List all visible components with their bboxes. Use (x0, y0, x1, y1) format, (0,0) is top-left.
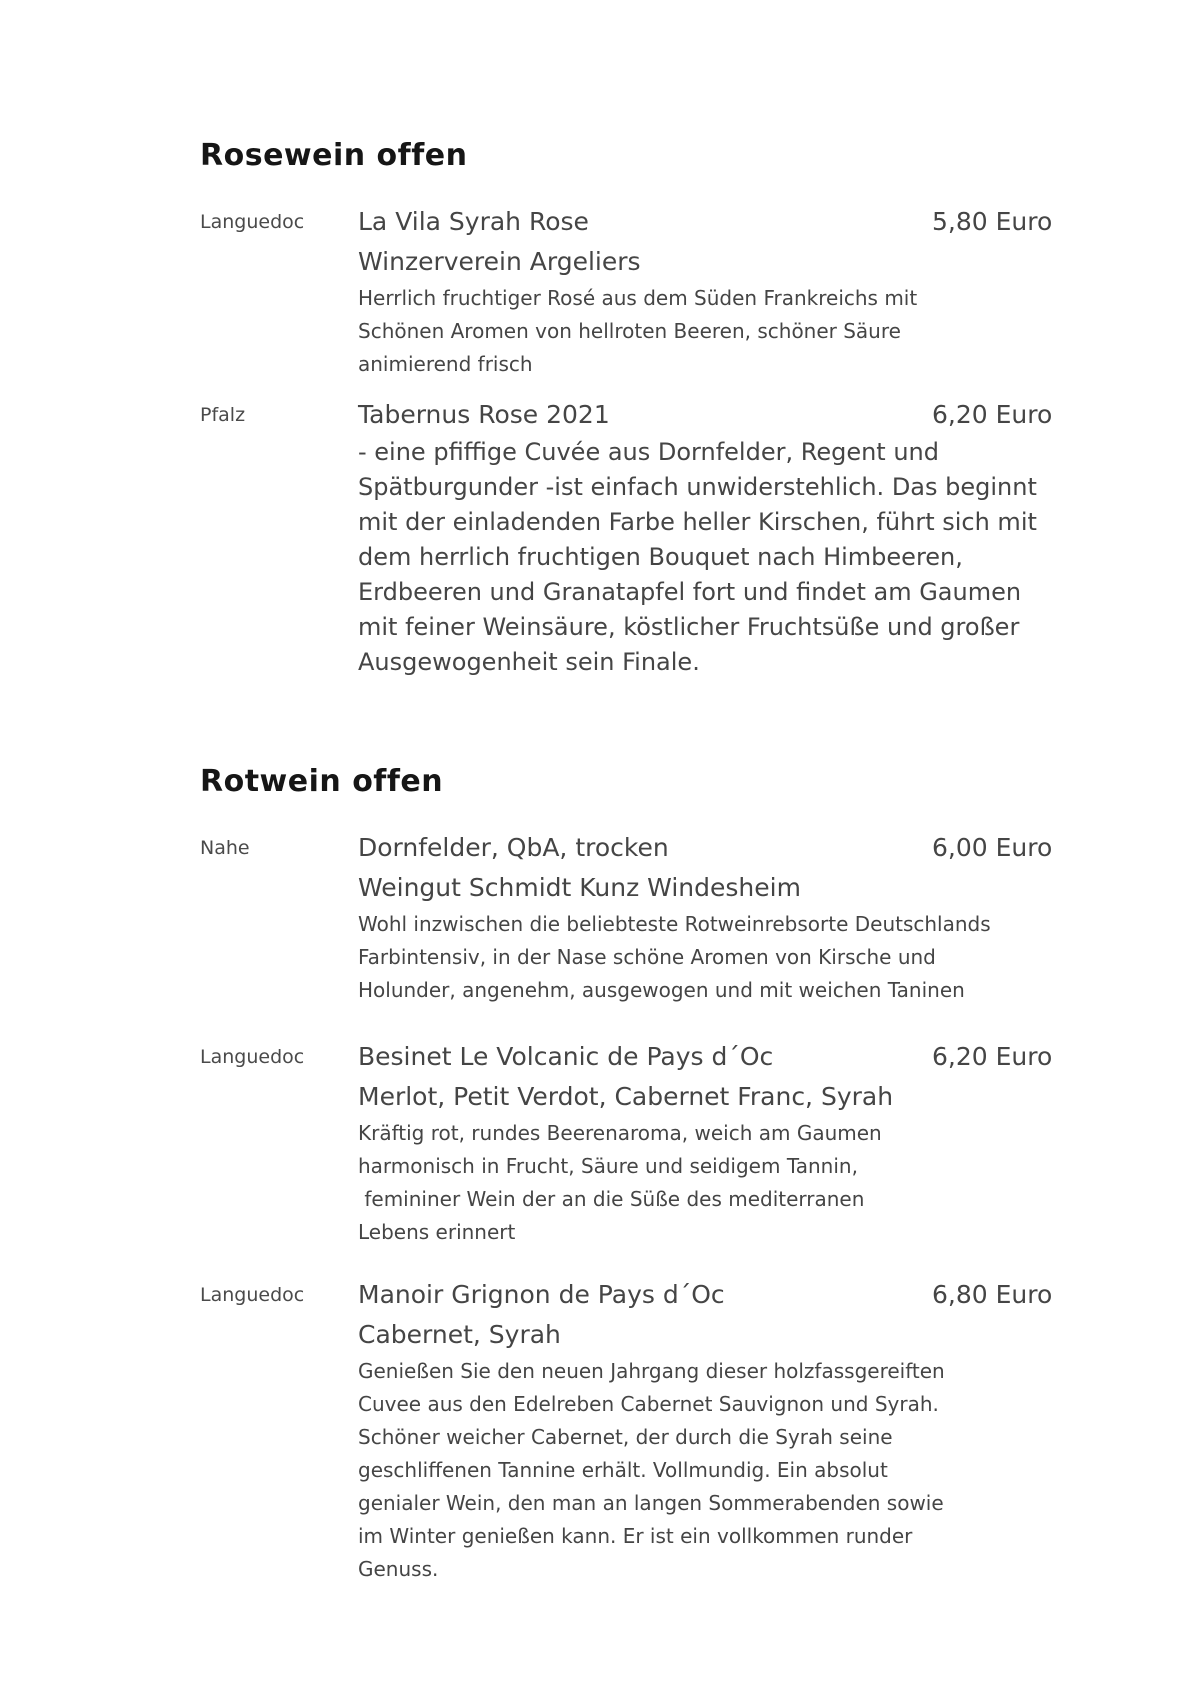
wine-description-line: Farbintensiv, in der Nase schöne Aromen von Kirsche und (358, 945, 936, 969)
wine-region: Pfalz (200, 404, 246, 426)
wine-description-line: im Winter genießen kann. Er ist ein vollkommen runder (358, 1524, 913, 1548)
wine-description-line: - eine pfiffige Cuvée aus Dornfelder, Regent und (358, 438, 939, 466)
wine-price: 6,20 Euro (932, 400, 1053, 429)
wine-description-line: Spätburgunder -ist einfach unwiderstehlich. Das beginnt (358, 473, 1037, 501)
wine-description-line: Herrlich fruchtiger Rosé aus dem Süden Frankreichs mit (358, 286, 918, 310)
wine-name-row (358, 828, 1062, 868)
wine-price: 6,20 Euro (932, 1042, 1053, 1071)
wine-description-line: geschliffenen Tannine erhält. Vollmundig. Ein absolut (358, 1458, 888, 1482)
wine-name-row (358, 395, 1062, 435)
wine-description-line: femininer Wein der an die Süße des mediterranen (358, 1187, 865, 1211)
wine-name-row (358, 202, 1062, 242)
wine-price: 6,80 Euro (932, 1280, 1053, 1309)
wine-description-line: Erdbeeren und Granatapfel fort und findet am Gaumen (358, 578, 1022, 606)
wine-details (358, 202, 1062, 381)
wine-price: 5,80 Euro (932, 207, 1053, 236)
wine-details (358, 828, 1062, 1007)
wine-description (358, 282, 1062, 381)
wine-description (358, 435, 1062, 680)
wine-name: Tabernus Rose 2021 (358, 400, 610, 429)
wine-description-line: Ausgewogenheit sein Finale. (358, 648, 700, 676)
wine-producer: Weingut Schmidt Kunz Windesheim (358, 873, 801, 902)
wine-entry (200, 1275, 1060, 1586)
wine-description (358, 1117, 1062, 1249)
wine-description-line: Holunder, angenehm, ausgewogen und mit weichen Taninen (358, 978, 965, 1002)
wine-entry (200, 828, 1060, 1007)
wine-region: Languedoc (200, 211, 305, 233)
wine-description-line: Genuss. (358, 1557, 439, 1581)
wine-description-line: Genießen Sie den neuen Jahrgang dieser holzfassgereiften (358, 1359, 945, 1383)
wine-description-line: Cuvee aus den Edelreben Cabernet Sauvignon und Syrah. (358, 1392, 939, 1416)
wine-region: Languedoc (200, 1046, 305, 1068)
wine-description-line: genialer Wein, den man an langen Sommerabenden sowie (358, 1491, 944, 1515)
section-rosewein (200, 136, 1060, 680)
wine-producer: Cabernet, Syrah (358, 1320, 561, 1349)
wine-details (358, 1037, 1062, 1249)
wine-description-line: Lebens erinnert (358, 1220, 516, 1244)
wine-name: Besinet Le Volcanic de Pays d´Oc (358, 1042, 774, 1071)
wine-producer: Winzerverein Argeliers (358, 247, 641, 276)
wine-description (358, 1355, 1062, 1586)
wine-region: Nahe (200, 837, 250, 859)
section-heading: Rotwein offen (200, 764, 444, 799)
wine-name: La Vila Syrah Rose (358, 207, 589, 236)
wine-description (358, 908, 1062, 1007)
wine-entry (200, 202, 1060, 381)
wine-name-row (358, 1037, 1062, 1077)
wine-details (358, 1275, 1062, 1586)
wine-producer: Merlot, Petit Verdot, Cabernet Franc, Syrah (358, 1082, 894, 1111)
wine-name: Manoir Grignon de Pays d´Oc (358, 1280, 725, 1309)
wine-entry (200, 395, 1060, 680)
wine-description-line: mit der einladenden Farbe heller Kirschen, führt sich mit (358, 508, 1037, 536)
wine-description-line: harmonisch in Frucht, Säure und seidigem Tannin, (358, 1154, 858, 1178)
wine-description-line: animierend frisch (358, 352, 533, 376)
wine-description-line: Kräftig rot, rundes Beerenaroma, weich am Gaumen (358, 1121, 882, 1145)
wine-name-row (358, 1275, 1062, 1315)
wine-description-line: Schönen Aromen von hellroten Beeren, schöner Säure (358, 319, 901, 343)
wine-description-line: Schöner weicher Cabernet, der durch die Syrah seine (358, 1425, 893, 1449)
wine-entry (200, 1037, 1060, 1249)
wine-description-line: dem herrlich fruchtigen Bouquet nach Himbeeren, (358, 543, 963, 571)
wine-name: Dornfelder, QbA, trocken (358, 833, 669, 862)
wine-description-line: mit feiner Weinsäure, köstlicher Fruchtsüße und großer (358, 613, 1020, 641)
wine-region: Languedoc (200, 1284, 305, 1306)
section-rotwein (200, 762, 1060, 1586)
section-heading: Rosewein offen (200, 138, 468, 173)
wine-description-line: Wohl inzwischen die beliebteste Rotweinrebsorte Deutschlands (358, 912, 991, 936)
wine-price: 6,00 Euro (932, 833, 1053, 862)
wine-details (358, 395, 1062, 680)
